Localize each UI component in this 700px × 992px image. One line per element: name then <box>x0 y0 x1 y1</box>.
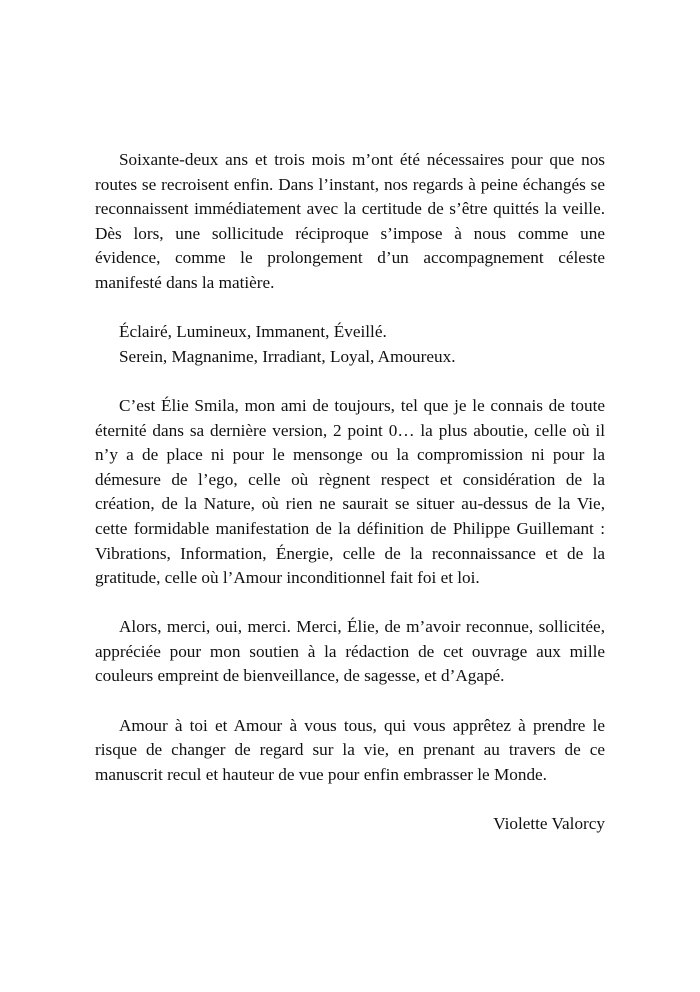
paragraph-thanks: Alors, merci, oui, merci. Merci, Élie, de m’avoir reconnue, sollicitée, appréciée pour mon soutien à la rédaction de cet ouvrage aux mille couleurs empreint de bienveillance, de sagesse, et d’Agapé. <box>95 617 605 686</box>
paragraph-closing: Amour à toi et Amour à vous tous, qui vous apprêtez à prendre le risque de changer de regard sur la vie, en prenant au travers de ce manuscrit recul et hauteur de vue pour enfin embrasser le Monde. <box>95 715 605 784</box>
paragraph-opening: Soixante-deux ans et trois mois m’ont été nécessaires pour que nos routes se recroisent enfin. Dans l’instant, nos regards à peine échangés se reconnaissent immédiatement avec la certitude de s’être quittés la veille. Dès lors, une sollicitude réciproque s’impose à nous comme une évidence, comme le prolongement d’un accompagnement céleste manifesté dans la matière. <box>95 150 605 292</box>
paragraph-spacer <box>95 591 605 616</box>
paragraph-spacer <box>95 369 605 394</box>
verse-line-2: Serein, Magnanime, Irradiant, Loyal, Amoureux. <box>119 346 456 366</box>
verse-block <box>95 320 605 369</box>
text-body <box>95 148 605 837</box>
paragraph-spacer <box>95 689 605 714</box>
paragraph-spacer <box>95 787 605 812</box>
paragraph-spacer <box>95 296 605 321</box>
verse-line-1: Éclairé, Lumineux, Immanent, Éveillé. <box>119 322 387 342</box>
paragraph-elie-smila: C’est Élie Smila, mon ami de toujours, tel que je le connais de toute éternité dans sa dernière version, 2 point 0… la plus aboutie, celle où il n’y a de place ni pour le mensonge ou la compromission ni pour la démesure de l’ego, celle où règnent respect et considération de la création, de la Nature, où rien ne saurait se situer au-dessus de la Vie, cette formidable manifestation de la définition de Philippe Guillemant : Vibrations, Information, Énergie, celle de la reconnaissance et de la gratitude, celle où l’Amour inconditionnel fait foi et loi. <box>95 395 605 588</box>
author-signature: Violette Valorcy <box>493 814 605 834</box>
